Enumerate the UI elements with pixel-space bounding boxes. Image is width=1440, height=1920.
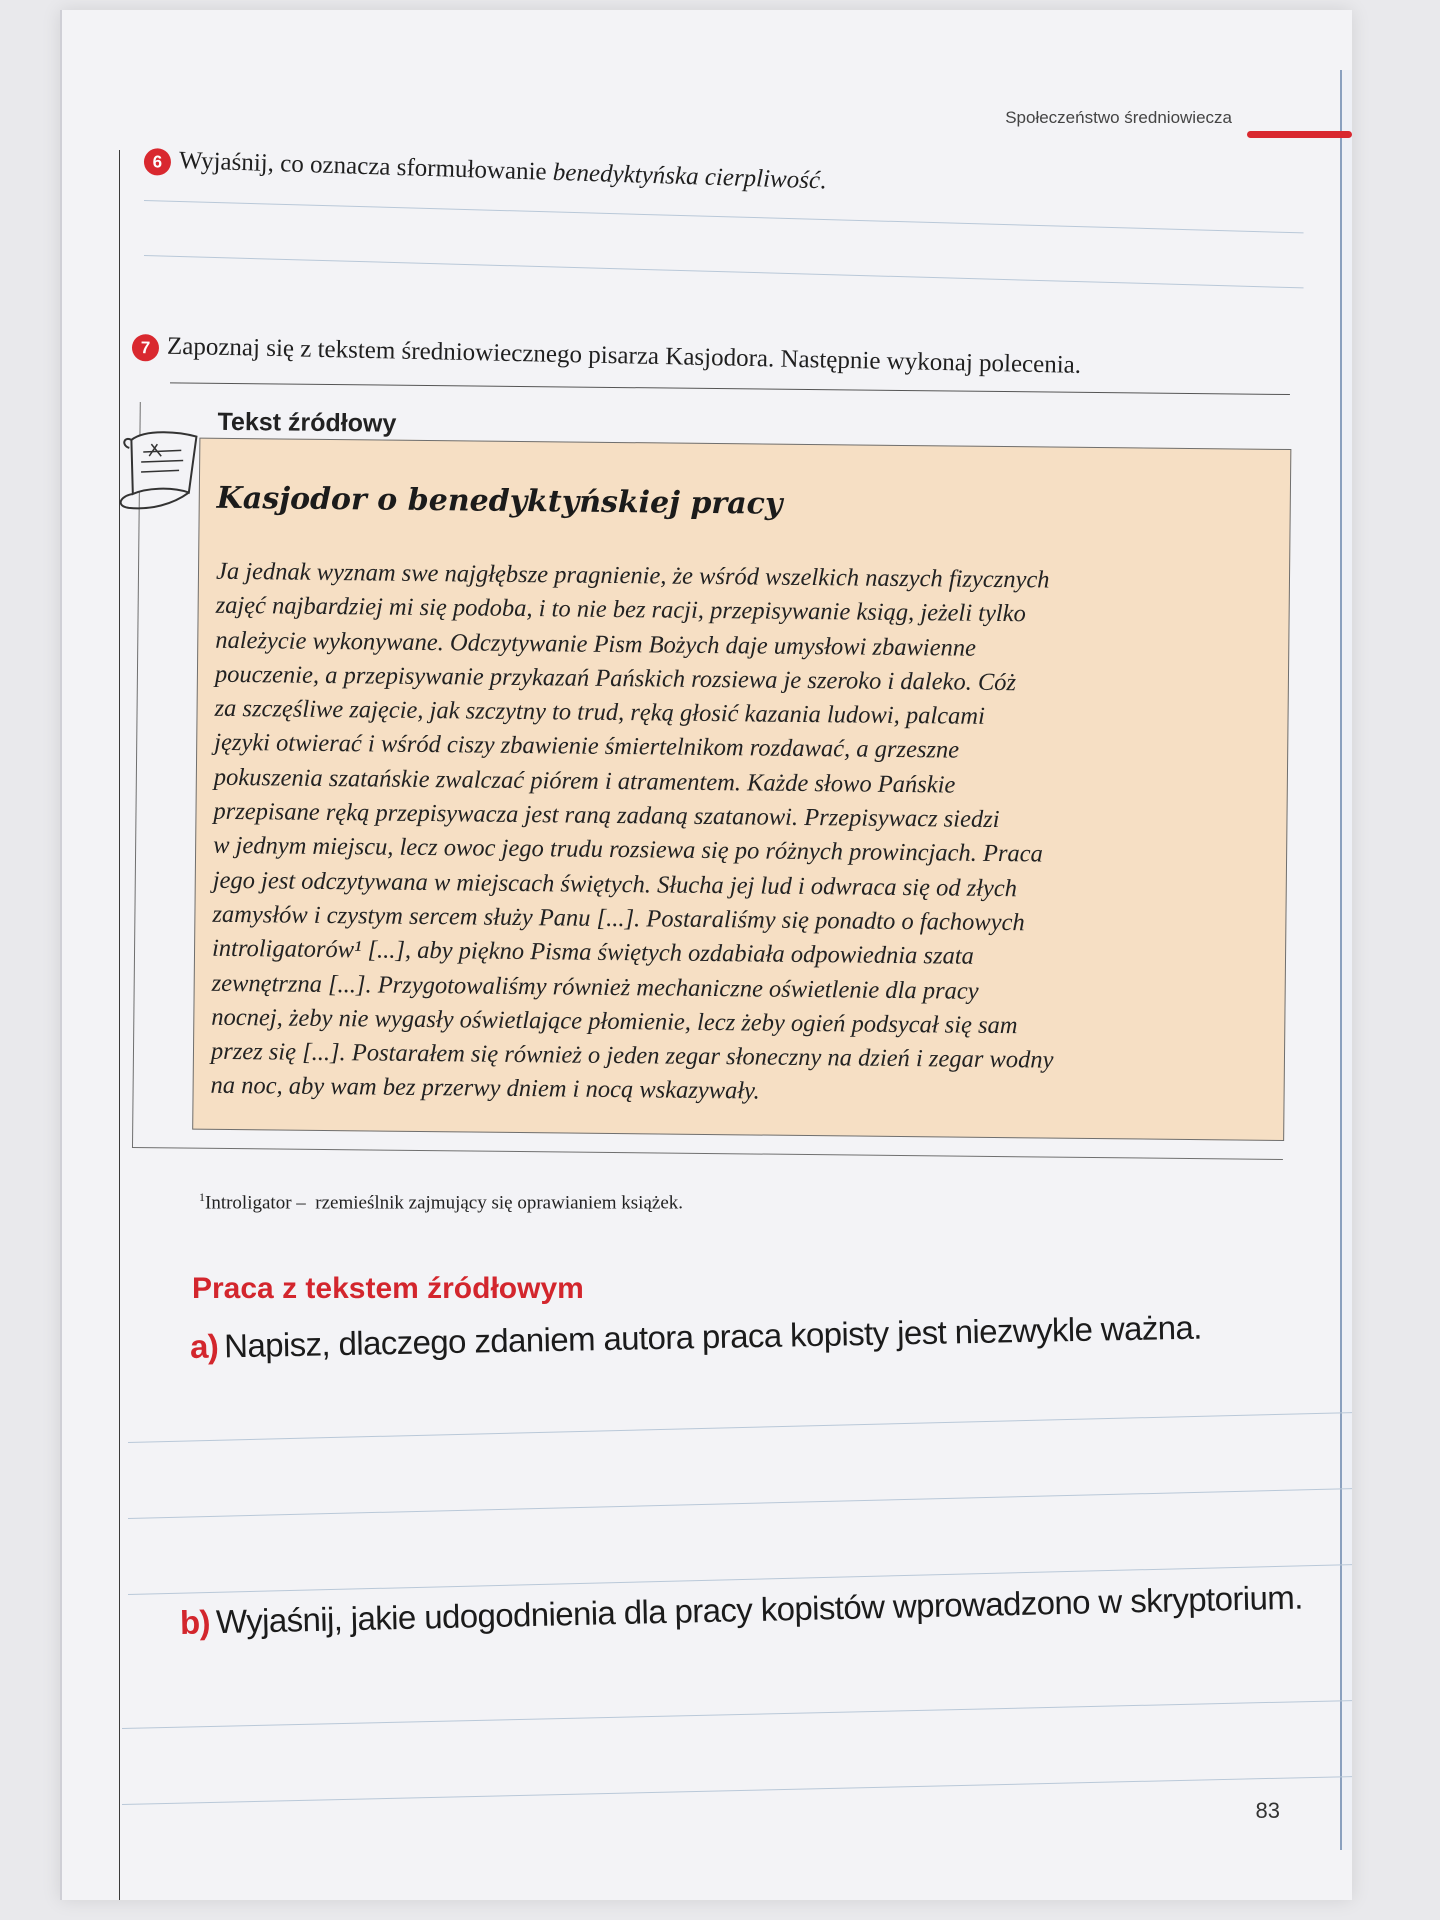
source-text-panel bbox=[132, 382, 1300, 1174]
question-b-text: Wyjaśnij, jakie udogodnienia dla pracy kopistów wprowadzono w skryptorium. bbox=[215, 1578, 1304, 1641]
source-line: jego jest odczytywana w miejscach świętych. Słucha jej lud i odwraca się od złych bbox=[212, 866, 1018, 902]
question-a bbox=[190, 1309, 1203, 1366]
question-a-text: Napisz, dlaczego zdaniem autora praca kopisty jest niezwykle ważna. bbox=[223, 1308, 1203, 1365]
page-number: 83 bbox=[1255, 1798, 1280, 1823]
margin-line bbox=[119, 150, 120, 1900]
source-body bbox=[210, 555, 1226, 1114]
footnote-definition: rzemieślnik zajmujący się oprawianiem książek. bbox=[315, 1192, 683, 1214]
task-7-text: Zapoznaj się z tekstem średniowiecznego pisarza Kasjodora. Następnie wykonaj polecenia. bbox=[166, 332, 1082, 379]
footnote-marker: 1 bbox=[199, 1190, 205, 1204]
answer-line-6a[interactable] bbox=[144, 200, 1304, 233]
scroll-icon bbox=[111, 422, 222, 513]
chapter-header: Społeczeństwo średniowiecza bbox=[1005, 108, 1232, 127]
source-line: należycie wykonywane. Odczytywanie Pism Bożych daje umysłowi zbawienne bbox=[215, 626, 977, 662]
answer-line-b2[interactable] bbox=[122, 1775, 1352, 1805]
section-title: Praca z tekstem źródłowym bbox=[192, 1272, 584, 1305]
task-6-emphasis: benedyktyńska cierpliwość bbox=[552, 158, 821, 195]
page-edge bbox=[1340, 70, 1352, 1850]
source-line: pouczenie, a przepisywanie przykazań Pańskich rozsiewa je szeroko i daleko. Cóż bbox=[214, 660, 1017, 697]
workbook-page bbox=[60, 10, 1352, 1900]
source-line: nocnej, żeby nie wygasły oświetlające płomienie, lecz żeby ogień podsycał się sam bbox=[211, 1003, 1018, 1040]
task-6: 6 Wyjaśnij, co oznacza sformułowanie benedyktyńska cierpliwość. bbox=[144, 146, 827, 196]
source-line: Ja jednak wyznam swe najgłębsze pragnienie, że wśród wszelkich naszych fizycznych bbox=[215, 557, 1050, 594]
source-label: Tekst źródłowy bbox=[217, 407, 397, 438]
source-line: przez się [...]. Postarałem się również o jeden zegar słoneczny na dzień i zegar wodny bbox=[210, 1037, 1054, 1074]
task-6-number: 6 bbox=[144, 148, 172, 176]
footnote bbox=[199, 1190, 683, 1214]
source-line: zewnętrzna [...]. Przygotowaliśmy również mechaniczne oświetlenie dla pracy bbox=[211, 969, 979, 1005]
question-a-letter: a) bbox=[189, 1327, 219, 1365]
task-7 bbox=[132, 332, 1082, 381]
source-line: zajęć najbardziej mi się podoba, i to nie bez racji, przepisywanie ksiąg, jeżeli tylko bbox=[215, 592, 1026, 628]
source-line: w jednym miejscu, lecz owoc jego trudu rozsiewa się po różnych prowincjach. Praca bbox=[213, 832, 1043, 868]
answer-line-b1[interactable] bbox=[122, 1699, 1352, 1729]
answer-line-a1[interactable] bbox=[128, 1411, 1352, 1443]
task-7-number: 7 bbox=[132, 334, 160, 362]
footnote-term: Introligator – bbox=[205, 1192, 306, 1214]
header-accent-bar bbox=[1247, 131, 1352, 138]
answer-line-a2[interactable] bbox=[128, 1487, 1352, 1519]
task-6-text: Wyjaśnij, co oznacza sformułowanie bbox=[178, 147, 554, 186]
answer-line-6b[interactable] bbox=[144, 255, 1304, 288]
source-line: przepisane ręką przepisywacza jest raną zadaną szatanowi. Przepisywacz siedzi bbox=[213, 797, 1000, 834]
source-line: zamysłów i czystym sercem służy Panu [...]. Postaraliśmy się ponadto o fachowych bbox=[212, 900, 1025, 937]
source-line: języki otwierać i wśród ciszy zbawienie śmiertelnikom rozdawać, a grzeszne bbox=[214, 729, 960, 765]
source-line: pokuszenia szatańskie zwalczać piórem i atramentem. Każde słowo Pańskie bbox=[213, 763, 956, 799]
source-line: na noc, aby wam bez przerwy dniem i nocą wskazywały. bbox=[210, 1072, 760, 1105]
question-b-letter: b) bbox=[179, 1603, 211, 1641]
source-line: za szczęśliwe zajęcie, jak szczytny to trud, ręką głosić kazania ludowi, palcami bbox=[214, 694, 985, 731]
source-line: introligatorów¹ [...], aby piękno Pisma świętych ozdabiała odpowiednia szata bbox=[211, 935, 975, 971]
source-title: Kasjodor o benedyktyńskiej pracy bbox=[216, 480, 783, 522]
